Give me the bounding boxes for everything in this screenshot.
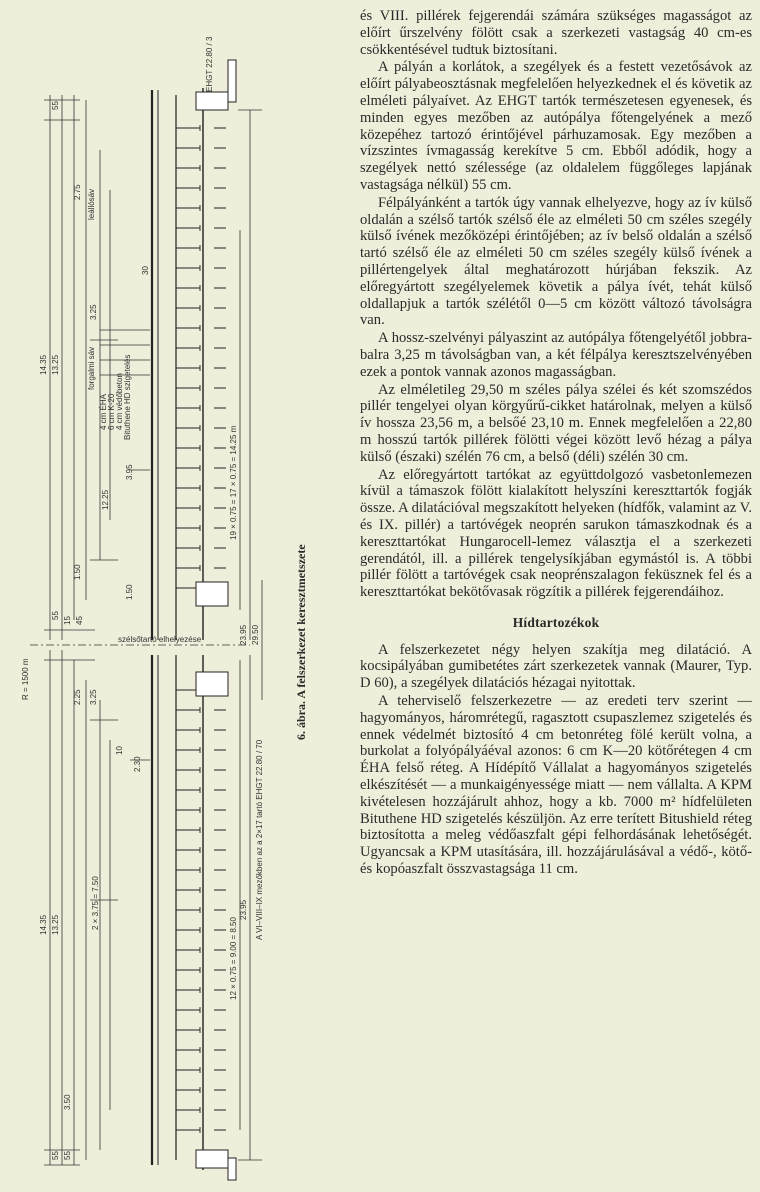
- dim-label: 12 × 0.75 = 9.00 = 8.50: [229, 917, 238, 1000]
- dim-label: 1.50: [73, 564, 82, 580]
- article-paragraph: A felszerkezetet négy helyen szakítja meg dilatáció. A kocsipályában gumibetétes zárt szerkezetek vannak (Maurer, Typ. D 60), a szegélyek dilatációs hézagai nyitottak.: [360, 641, 752, 692]
- dim-label: 3.50: [63, 1094, 72, 1110]
- dim-label: 30: [141, 266, 150, 275]
- girder-rib: [176, 465, 226, 471]
- girder-rib: [176, 867, 226, 873]
- girder-rib: [176, 325, 226, 331]
- girder-rib: [176, 827, 226, 833]
- girder-rib: [176, 545, 226, 551]
- dim-label: 1.50: [125, 584, 134, 600]
- cross-section-figure: [0, 0, 342, 1192]
- girder-rib: [176, 927, 226, 933]
- girder-rib: [176, 245, 226, 251]
- article-paragraph: A pályán a korlátok, a szegélyek és a festett vezetősávok az előírt pályabeosztásnak megfelelően helyezkednek el és követik az elméleti pályaívet. Az EHGT tartók természetesen egyenesek, és minden egyes mezőben az autópálya főtengelyének a mező közepéhez tartozó érintőjével párhuzamosak. Egy mezőben a vízszintes ívmagasság kerekítve 5 cm. Ebből adódik, hogy a szegélyek nettó szélessége (az oldalelem függőleges lapjának vastagsága nélkül) 55 cm.: [360, 59, 752, 193]
- girder-rib: [176, 225, 226, 231]
- dim-label: 10: [115, 746, 124, 755]
- girder-rib: [176, 365, 226, 371]
- article-paragraph: és VIII. pillérek fejgerendái számára szükséges magasságot az előírt űrszelvény fölött csak a szerkezeti vastagság 40 cm-es csökkentésével tudtuk biztosítani.: [360, 8, 752, 58]
- dim-label: leállósáv: [87, 188, 96, 220]
- girder-rib: [176, 1027, 226, 1033]
- girder-rib: [176, 505, 226, 511]
- article-paragraph: Az elméletileg 29,50 m széles pálya szélei és két szomszédos pillér tengelyei olyan körgyűrű-cikket határolnak, melyen a külső ív hossza 23,56 m, a belsőé 23,10 m. Ennek megfelelően a 22,80 m hosszú tartók pillérek fölötti végei között levő hézag a pálya külső (északi) szélén 76 cm, a belső (déli) szélén 30 cm.: [360, 381, 752, 465]
- dim-label: 3.95: [125, 464, 134, 480]
- girder-rib: [176, 285, 226, 291]
- girder-rib: [176, 727, 226, 733]
- dim-label: 55: [51, 101, 60, 110]
- dim-label: 19 × 0.75 = 17 × 0.75 = 14.25 m: [229, 425, 238, 540]
- dim-label: 14.35: [39, 914, 48, 935]
- dim-label: 4 cm védőbeton: [115, 373, 124, 430]
- dim-label: 14.35: [39, 354, 48, 375]
- dim-label: szélsőtartó elhelyezése: [118, 635, 202, 644]
- dim-label: 55: [51, 611, 60, 620]
- girder-rib: [176, 265, 226, 271]
- girder-rib: [176, 525, 226, 531]
- girder-rib: [176, 807, 226, 813]
- dim-label: 6 cm K-20: [107, 393, 116, 430]
- girder-rib: [176, 767, 226, 773]
- girder-rib: [176, 747, 226, 753]
- girder-rib: [176, 967, 226, 973]
- girder-rib: [176, 145, 226, 151]
- girder-rib: [176, 125, 226, 131]
- dim-label: 3.25: [89, 304, 98, 320]
- dim-label: 2.30: [133, 756, 142, 772]
- dim-label: EHGT 22.80 / 3: [205, 36, 214, 92]
- girder-rib: [176, 1067, 226, 1073]
- dim-label: 3.25: [89, 689, 98, 705]
- dim-label: 12.25: [101, 489, 110, 510]
- girder-rib: [176, 345, 226, 351]
- figure-caption: 6. ábra. A felszerkezet keresztmetszete: [294, 544, 308, 740]
- girder-rib: [176, 947, 226, 953]
- girder-rib: [176, 1127, 226, 1133]
- article-paragraph: Az előregyártott tartókat az együttdolgozó vasbetonlemezen kívül a támaszok fölött kialakított helyszíni kereszttartók fogják össze. A dilatációval megszakított helyeken (hídfők, valamint az V. és IX. pillér) a tartóvégek neoprén sarukon támaszkodnak és a kereszttartókat Hungarocell-lemez választja el a szerkezeti gerendától, ill. a pillérek tengelysíkjában egymástól is. A többi pillér fölött a tartóvégek csak neoprénszalagon feküsznek fel és a kereszttartókat bekötővasak rögzítik a pillérek fejgerendáihoz.: [360, 466, 752, 601]
- dim-label: forgalmi sáv: [87, 346, 96, 390]
- girder-rib: [176, 887, 226, 893]
- dim-label: 13.25: [51, 354, 60, 375]
- dim-label: Bituthene HD szigetelés: [123, 354, 132, 440]
- girder-rib: [176, 907, 226, 913]
- girder-rib: [176, 385, 226, 391]
- girder-rib: [176, 847, 226, 853]
- dim-label: R = 1500 m: [21, 658, 30, 700]
- girder-rib: [176, 405, 226, 411]
- girder-rib: [176, 707, 226, 713]
- section-heading: Hídtartozékok: [512, 614, 600, 630]
- girder-rib: [176, 485, 226, 491]
- dim-label: 2.25: [73, 689, 82, 705]
- girder-rib: [176, 165, 226, 171]
- dim-label: 55: [51, 1151, 60, 1160]
- dim-label: 2.75: [73, 184, 82, 200]
- girder-rib: [176, 185, 226, 191]
- girder-rib: [176, 305, 226, 311]
- dim-label: 4 cm ÉHA: [99, 393, 108, 430]
- dim-label: 23.95: [239, 624, 248, 645]
- dim-label: 23.95: [239, 899, 248, 920]
- girder-rib: [176, 1107, 226, 1113]
- girder-rib: [176, 445, 226, 451]
- article-paragraph: A hossz-szelvényi pályaszint az autópálya főtengelyétől jobbra-balra 3,25 m távolságban van, a két félpálya keresztszelvényében ezek a pontok vannak azonos magasságban.: [360, 330, 752, 380]
- girder-rib: [176, 1047, 226, 1053]
- girder-rib: [176, 565, 226, 571]
- girder-rib: [176, 1007, 226, 1013]
- dim-label: 13.25: [51, 914, 60, 935]
- girder-rib: [176, 205, 226, 211]
- girder-rib: [176, 425, 226, 431]
- dim-label: 29.50: [251, 624, 260, 645]
- dim-label: 45: [75, 616, 84, 625]
- article-column: [360, 8, 752, 878]
- girder-rib: [176, 987, 226, 993]
- article-paragraph: Félpályánként a tartók úgy vannak elhelyezve, hogy az ív külső oldalán a szélső tartók szélső éle az elméleti 50 cm széles szegély külső ívének mezőközépi érintőjében; az ív belső oldalán a szélső tartó szélső éle az elméleti 50 cm széles szegély külső ívének a pillértengelyek által meghatározott húrjában fekszik. Az előregyártott szegélyelemek követik a pálya ívét, tehát külső oldallapjuk a tartók szélétől 0—5 cm között változó távolságra van.: [360, 194, 752, 329]
- girder-rib: [176, 1087, 226, 1093]
- girder-rib: [176, 787, 226, 793]
- dim-label: 55: [63, 1151, 72, 1160]
- dim-label: A VI–VIII–IX mezőkben az a 2×17 tartó EHGT 22.80 / 70: [255, 739, 264, 940]
- article-paragraph: A teherviselő felszerkezetre — az eredeti terv szerint — hagyományos, háromrétegű, ragasztott csupaszlemez szigetelés és ennek védelmét biztosító 4 cm betonréteg fölé került volna, a burkolat a folyópályáéval azonos: 6 cm K—20 kötőrétegen 4 cm ÉHA felső réteg. A Hídépítő Vállalat a hagyományos szigetelés elkészítését — a munkaigényessége miatt — nem vállalta. A KPM kivételesen hozzájárult ahhoz, hogy a kb. 7000 m² hídfelületen Bituthene HD szigetelés készüljön. Az erre terített Bitushield réteg biztosította a meleg védőaszfalt gépi felhordásának lehetőségét. Ugyancsak a KPM utasítására, ill. hozzájárulásával a védő-, kötő- és kopóaszfalt összvastagsága 11 cm.: [360, 693, 752, 878]
- dim-label: 15: [63, 616, 72, 625]
- dim-label: 2 × 3.75 = 7.50: [91, 876, 100, 930]
- cross-section-drawing: [0, 0, 342, 1192]
